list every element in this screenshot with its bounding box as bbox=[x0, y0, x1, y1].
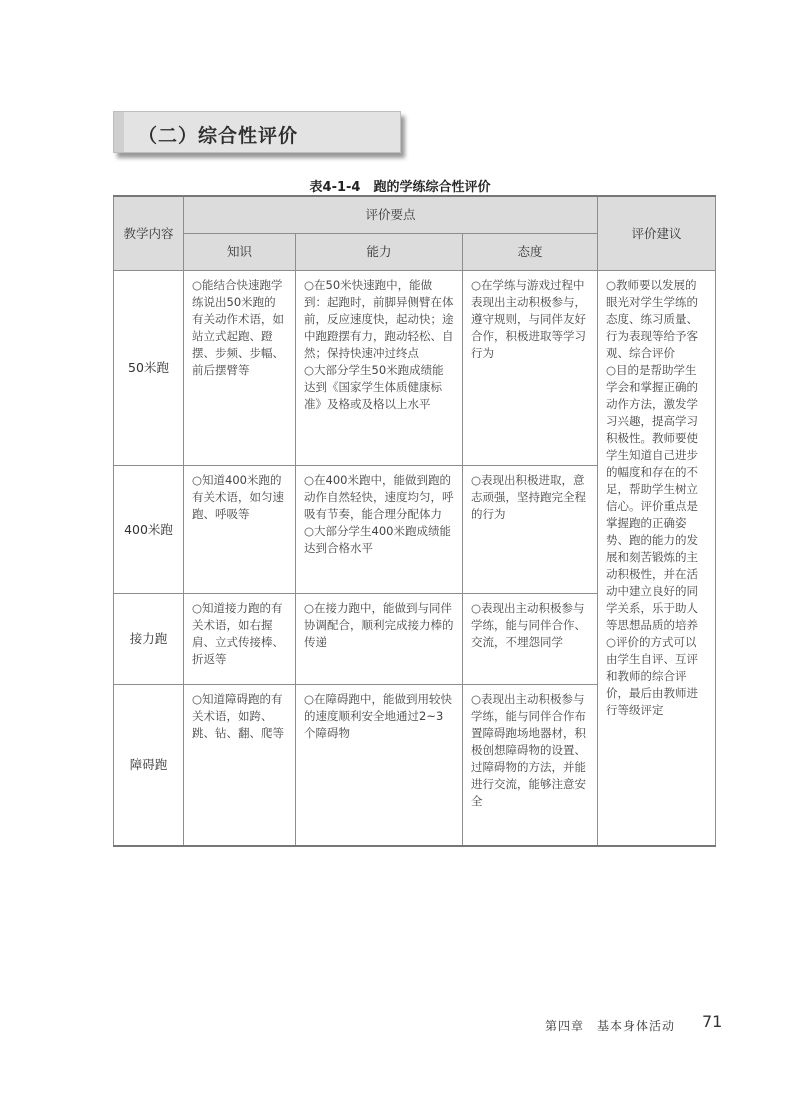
row-name: 障碍跑 bbox=[114, 684, 184, 846]
cell-text: ○表现出主动积极参与学练，能与同伴合作、交流，不埋怨同学 bbox=[471, 600, 586, 649]
header-knowledge: 知识 bbox=[184, 233, 296, 270]
section-title: （二）综合性评价 bbox=[138, 125, 299, 147]
cell-text: ○表现出主动积极参与学练，能与同伴合作布置障碍跑场地器材，积极创想障碍物的设置、过障碍物的方法，并能进行交流，能够注意安全 bbox=[471, 691, 586, 808]
knowledge-cell bbox=[184, 465, 296, 593]
cell-text: ○在学练与游戏过程中表现出主动积极参与，遵守规则，与同伴友好合作，积极进取等学习行为 bbox=[471, 277, 586, 360]
cell-text: ○知道400米跑的有关术语，如匀速跑、呼吸等 bbox=[192, 472, 284, 521]
header-ability: 能力 bbox=[296, 233, 463, 270]
attitude-cell bbox=[463, 593, 598, 684]
row-name: 400米跑 bbox=[114, 465, 184, 593]
ability-cell bbox=[296, 593, 463, 684]
cell-text: ○在障碍跑中，能做到用较快的速度顺利安全地通过2~3个障碍物 bbox=[304, 691, 453, 740]
cell-text: ○在50米快速跑中，能做到：起跑时，前脚异侧臂在体前，反应速度快，起动快；途中跑蹬摆有力，跑动轻松、自然；保持快速冲过终点 bbox=[304, 277, 454, 360]
cell-text: ○在接力跑中，能做到与同伴协调配合，顺利完成接力棒的传递 bbox=[304, 600, 454, 649]
ability-cell bbox=[296, 684, 463, 846]
page-number: 71 bbox=[702, 1012, 723, 1031]
cell-text: ○表现出积极进取，意志顽强，坚持跑完全程的行为 bbox=[471, 472, 586, 521]
evaluation-table bbox=[113, 195, 716, 847]
row-name: 接力跑 bbox=[114, 593, 184, 684]
cell-text: ○在400米跑中，能做到跑的动作自然轻快，速度均匀，呼吸有节奏，能合理分配体力 bbox=[304, 472, 454, 521]
header-points: 评价要点 bbox=[184, 196, 598, 233]
cell-text: ○大部分学生400米跑成绩能达到合格水平 bbox=[304, 523, 451, 555]
section-heading-box bbox=[113, 111, 401, 153]
ability-cell bbox=[296, 465, 463, 593]
cell-text: ○知道障碍跑的有关术语，如跨、跳、钻、翻、爬等 bbox=[192, 691, 284, 740]
advice-cell bbox=[598, 270, 716, 846]
advice-text: ○评价的方式可以由学生自评、互评和教师的综合评价，最后由教师进行等级评定 bbox=[606, 634, 699, 717]
header-advice: 评价建议 bbox=[598, 196, 716, 270]
knowledge-cell bbox=[184, 593, 296, 684]
ability-cell bbox=[296, 270, 463, 465]
header-attitude: 态度 bbox=[463, 233, 598, 270]
cell-text: ○知道接力跑的有关术语，如右握肩、立式传接棒、折返等 bbox=[192, 600, 284, 666]
advice-text: ○教师要以发展的眼光对学生学练的态度、练习质量、行为表现等给予客观、综合评价 bbox=[606, 277, 699, 360]
advice-text: ○目的是帮助学生学会和掌握正确的动作方法，激发学习兴趣，提高学习积极性。教师要使学生知道自己进步的幅度和存在的不足，帮助学生树立信心。评价重点是掌握跑的正确姿势、跑的能力的发展和刻苦锻炼的主动积极性，并在活动中建立良好的同学关系，乐于助人等思想品质的培养 bbox=[606, 362, 699, 632]
table-caption: 表4-1-4 跑的学练综合性评价 bbox=[309, 180, 491, 195]
knowledge-cell bbox=[184, 684, 296, 846]
cell-text: ○能结合快速跑学练说出50米跑的有关动作术语，如站立式起跑、蹬摆、步频、步幅、前后摆臂等 bbox=[192, 277, 284, 377]
knowledge-cell bbox=[184, 270, 296, 465]
footer-chapter: 第四章 基本身体活动 bbox=[545, 1019, 676, 1033]
cell-text: ○大部分学生50米跑成绩能达到《国家学生体质健康标准》及格或及格以上水平 bbox=[304, 362, 444, 411]
attitude-cell bbox=[463, 270, 598, 465]
row-name: 50米跑 bbox=[114, 270, 184, 465]
table-row bbox=[114, 270, 716, 465]
header-content: 教学内容 bbox=[114, 196, 184, 270]
attitude-cell bbox=[463, 465, 598, 593]
attitude-cell bbox=[463, 684, 598, 846]
section-heading-stripe bbox=[114, 112, 124, 152]
